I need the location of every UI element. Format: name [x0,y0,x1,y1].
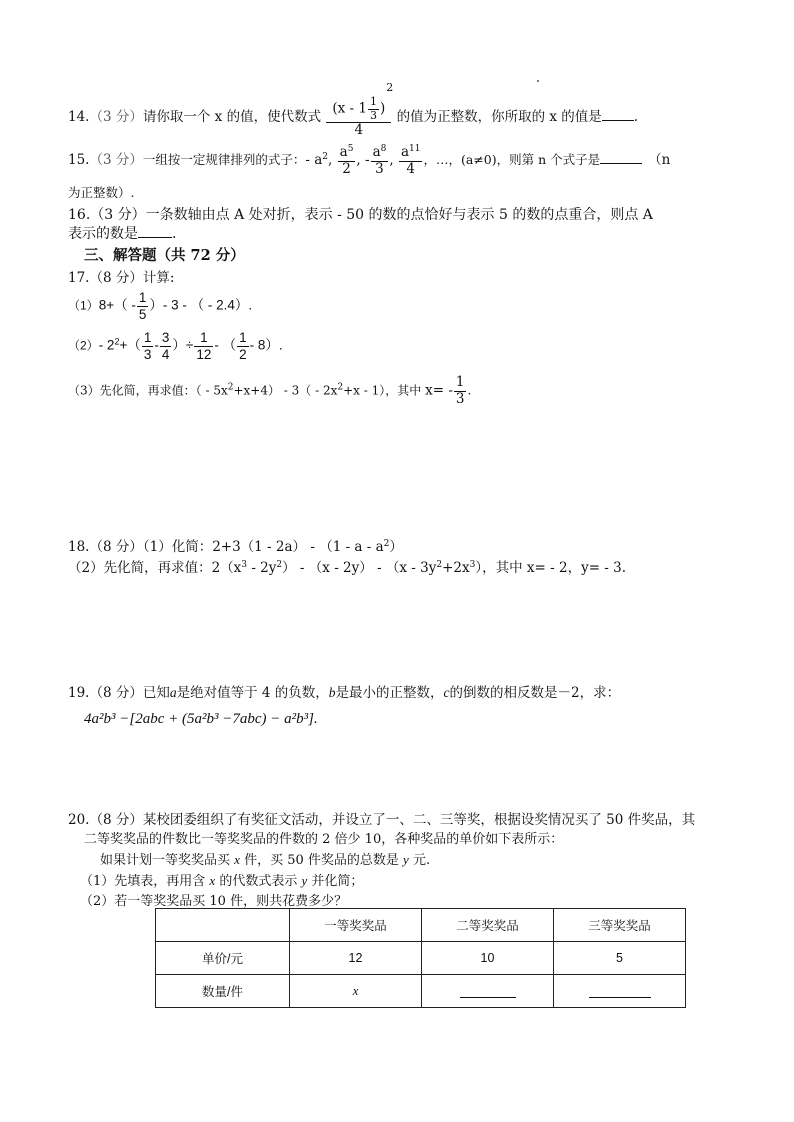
table-header-cell: 三等奖奖品 [554,909,686,942]
third-prize-quantity-blank[interactable] [589,981,651,998]
q15-line-2: 为正整数）. [68,185,135,200]
q17-header: 17.（8 分）计算: [68,270,175,286]
q16-answer-blank[interactable] [138,237,172,238]
q14-power: 2 [386,81,394,94]
section-3-title: 三、解答题（共 72 分） [84,247,245,264]
table-cell-blank[interactable] [554,975,686,1008]
q14-mixed-fraction: $\frac{1}{3}$ [370,95,377,122]
q15-text-before: 一组按一定规律排列的式子： [142,152,306,168]
q14-answer-blank[interactable] [602,120,634,121]
q20-line-3: 如果计划一等奖奖品买 x 件，买 50 件奖品的总数是 y 元. [100,852,431,868]
q20-line-1: 20.（8 分）某校团委组织了有奖征文活动，并设立了一、二、三等奖，根据设奖情况买了 50 件奖品，其 [68,812,696,828]
q16-line-1: 16.（3 分）一条数轴由点 A 处对折，表示 - 50 的数的点恰好与表示 5 的数的点重合，则点 A [68,207,653,223]
table-row-unit-price [156,942,686,975]
q15-term-1: - $a^2$ [305,152,329,169]
q17-part-3: （3）先化简，再求值：（ - $5x^2+x+4) - 3( - 2x^2+x - 1)$，其中 x= - $\frac{1}{3}$ . [68,374,472,407]
second-prize-quantity-blank[interactable] [460,981,516,998]
table-header-cell: 二等奖奖品 [422,909,554,942]
q18-line-2: （2）先化简，再求值：$2(x^3 - 2y^2) - (x - 2y) - (x - 3y^2+2x^3)$，其中 x= - 2，y= - 3. [68,560,627,576]
table-cell-blank[interactable] [422,975,554,1008]
q18-line-1: 18.（8 分）（1）化简：$2+3(1 - 2a) - (1 - a - a^2)$ [68,539,403,555]
q15-answer-blank[interactable] [600,163,642,164]
q15-term-2: $\frac{a^5}{2}$ [339,144,354,177]
table-cell: x [290,975,422,1008]
q15-term-4: $\frac{a^{11}}{4}$ [400,144,421,177]
table-cell: 12 [290,942,422,975]
table-header-row [156,909,686,942]
table-cell: 5 [554,942,686,975]
table-row-quantity [156,975,686,1008]
q14-fraction [326,81,394,139]
question-14: 14.（3 分）请你取一个 x 的值，使代数式 (x - 1 $\frac{1}{3}$ ) 2 4 的值为正整数，你所取的 x 的值是 . [68,81,639,139]
q17-part-2: （2）- $2^2+$（ $\frac{1}{3}$ - $\frac{3}{4}$ ）÷ $\frac{1}{12}$ - （ $\frac{1}{2}$ - 8）. [68,330,283,362]
q14-number: 14. [68,108,90,125]
q14-text-before: 请你取一个 x 的值，使代数式 [142,108,322,125]
prize-table [155,908,686,1008]
q14-text-after: 的值为正整数，你所取的 x 的值是 [396,108,602,125]
table-header-cell: 一等奖奖品 [290,909,422,942]
q15-text-after: ，…，(a≠0)，则第 n 个式子是 [423,152,601,168]
table-header-cell [156,909,290,942]
q17-part-1: （1）8+（ - $\frac{1}{5}$ ）- 3 - （ - 2.4）. [68,290,253,322]
q14-score: （3 分） [89,108,143,125]
question-15: 15.（3 分）一组按一定规律排列的式子：- $a^2$, $\frac{a^5}{2}$ , - $\frac{a^8}{3}$ , $\frac{a^{11}}{4}$ ，…，(a≠0)，则第 n 个式子是 （n [68,144,671,177]
q19-expression: 4a²b³ −[2abc + (5a²b³ −7abc) − a²b³]. [84,711,318,727]
q15-term-3: $\frac{a^8}{3}$ [372,144,387,177]
table-cell: 单价/元 [156,942,290,975]
q16-line-2: 表示的数是 . [68,226,177,242]
q20-subquestion-2: （2）若一等奖奖品买 10 件，则共花费多少？ [80,894,348,909]
q19-line-1: 19.（8 分）已知a是绝对值等于 4 的负数，b是最小的正整数，c的倒数的相反数是－2，求： [68,685,621,701]
q14-fraction-numerator: (x - 1 $\frac{1}{3}$ ) 2 [326,96,391,123]
q14-fraction-denominator: 4 [354,122,364,139]
stray-dot [537,80,539,82]
q20-subquestion-1: （1）先填表，再用含 x 的代数式表示 y 并化简； [80,873,364,889]
table-cell: 10 [422,942,554,975]
table-cell: 数量/件 [156,975,290,1008]
q20-line-2: 二等奖奖品的件数比一等奖奖品的件数的 2 倍少 10，各种奖品的单价如下表所示： [84,832,564,847]
